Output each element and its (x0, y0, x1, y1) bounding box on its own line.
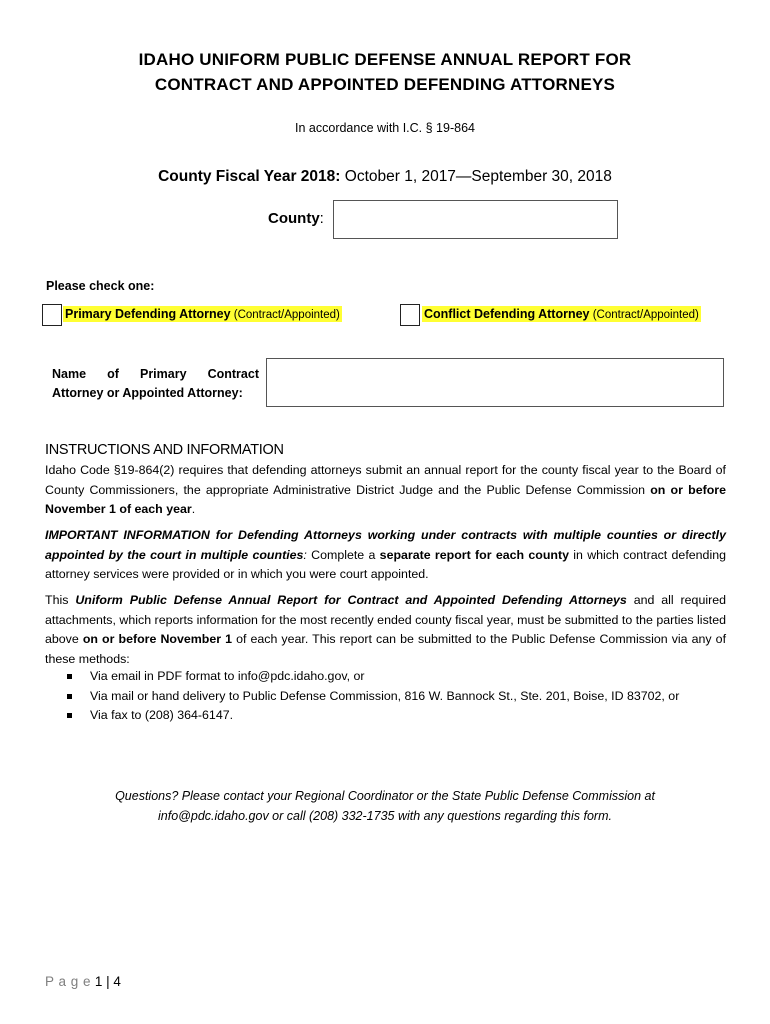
instructions-paragraph-1 (45, 461, 726, 520)
primary-attorney-label (63, 306, 342, 322)
submission-methods-list (64, 667, 726, 726)
instructions-heading: INSTRUCTIONS AND INFORMATION (45, 442, 284, 458)
conflict-attorney-label (422, 306, 701, 322)
conflict-attorney-checkbox[interactable] (400, 304, 420, 326)
attorney-name-label-line1: Name of Primary Contract (52, 367, 259, 381)
page-footer (45, 974, 121, 989)
report-title-reference: Uniform Public Defense Annual Report for Contract and Appointed Defending Attorneys (75, 593, 627, 607)
conflict-attorney-label-bold: Conflict Defending Attorney (424, 307, 590, 321)
attorney-name-label (52, 365, 259, 403)
submission-method-mail-text: Via mail or hand delivery to Public Defense Commission, 816 W. Bannock St., Ste. 201, Boise, ID 83702, or (90, 688, 680, 703)
important-info-text: IMPORTANT INFORMATION for Defending Attorneys working under contracts with multiple counties or directly appointed by the court in multiple counties (45, 528, 726, 562)
instructions-paragraph-3 (45, 591, 726, 669)
primary-attorney-checkbox[interactable] (42, 304, 62, 326)
page-total: 4 (113, 974, 121, 989)
county-input[interactable] (333, 200, 618, 239)
fiscal-year-value: October 1, 2017—September 30, 2018 (340, 168, 612, 185)
instructions-p3-start: This (45, 593, 76, 607)
instructions-p1-text: Idaho Code §19-864(2) requires that defending attorneys submit an annual report for the county fiscal year to the Board of County Commissioners, the appropriate Administrative District Judge and the Public Defense Commission (45, 463, 726, 497)
county-colon: : (319, 210, 324, 227)
conflict-attorney-label-rest: (Contract/Appointed) (589, 309, 699, 321)
statute-reference: In accordance with I.C. § 19-864 (295, 121, 475, 135)
instructions-p1-deadline: on or before November 1 of each year (45, 482, 726, 516)
page-word: P a g e (45, 974, 92, 989)
instructions-paragraph-2 (45, 526, 726, 585)
form-title-line2: CONTRACT AND APPOINTED DEFENDING ATTORNEYS (154, 75, 616, 94)
page-number: 1 (94, 974, 103, 989)
instructions-p3-text: and all required attachments, which reports information for the most recently ended county fiscal year, must be submitted to the parties listed above (45, 593, 727, 646)
attorney-name-input[interactable] (266, 358, 724, 407)
submission-method-fax-text: Via fax to (208) 364-6147. (90, 708, 234, 722)
fiscal-year-line (0, 168, 770, 186)
submission-method-email-text: Via email in PDF format to info@pdc.idaho.gov, or (90, 669, 365, 683)
instructions-p2-text: Complete a (306, 547, 380, 562)
form-title-line1: IDAHO UNIFORM PUBLIC DEFENSE ANNUAL REPORT FOR (138, 50, 632, 69)
attorney-name-label-line2: Attorney or Appointed Attorney: (52, 386, 243, 400)
separate-report-text: separate report for each county (379, 547, 569, 562)
bullet-square-icon (67, 713, 72, 718)
page-separator: | (102, 974, 114, 989)
county-label-wrap (268, 210, 324, 227)
bullet-square-icon (67, 694, 72, 699)
submission-method-mail (64, 687, 726, 707)
primary-attorney-label-rest: (Contract/Appointed) (230, 309, 340, 321)
questions-line2: info@pdc.idaho.gov or call (208) 332-1735 with any questions regarding this form. (158, 808, 612, 823)
questions-line1: Questions? Please contact your Regional Coordinator or the State Public Defense Commission at (115, 789, 655, 803)
instructions-p1-end: . (191, 502, 196, 516)
instructions-p2-end: in which contract defending attorney services were provided or in which you were court appointed. (45, 547, 726, 581)
bullet-square-icon (67, 674, 72, 679)
check-prompt: Please check one: (46, 279, 155, 293)
questions-note (0, 787, 770, 826)
submission-method-fax (64, 706, 726, 726)
instructions-p3-deadline: on or before November 1 (82, 632, 233, 646)
fiscal-year-label: County Fiscal Year 2018: (158, 168, 341, 185)
county-label: County (268, 210, 320, 227)
primary-attorney-label-bold: Primary Defending Attorney (65, 307, 231, 321)
important-info-colon: : (303, 547, 307, 562)
instructions-p3-end: of each year. This report can be submitted to the Public Defense Commission via any of these methods: (45, 632, 727, 666)
submission-method-email (64, 667, 726, 687)
